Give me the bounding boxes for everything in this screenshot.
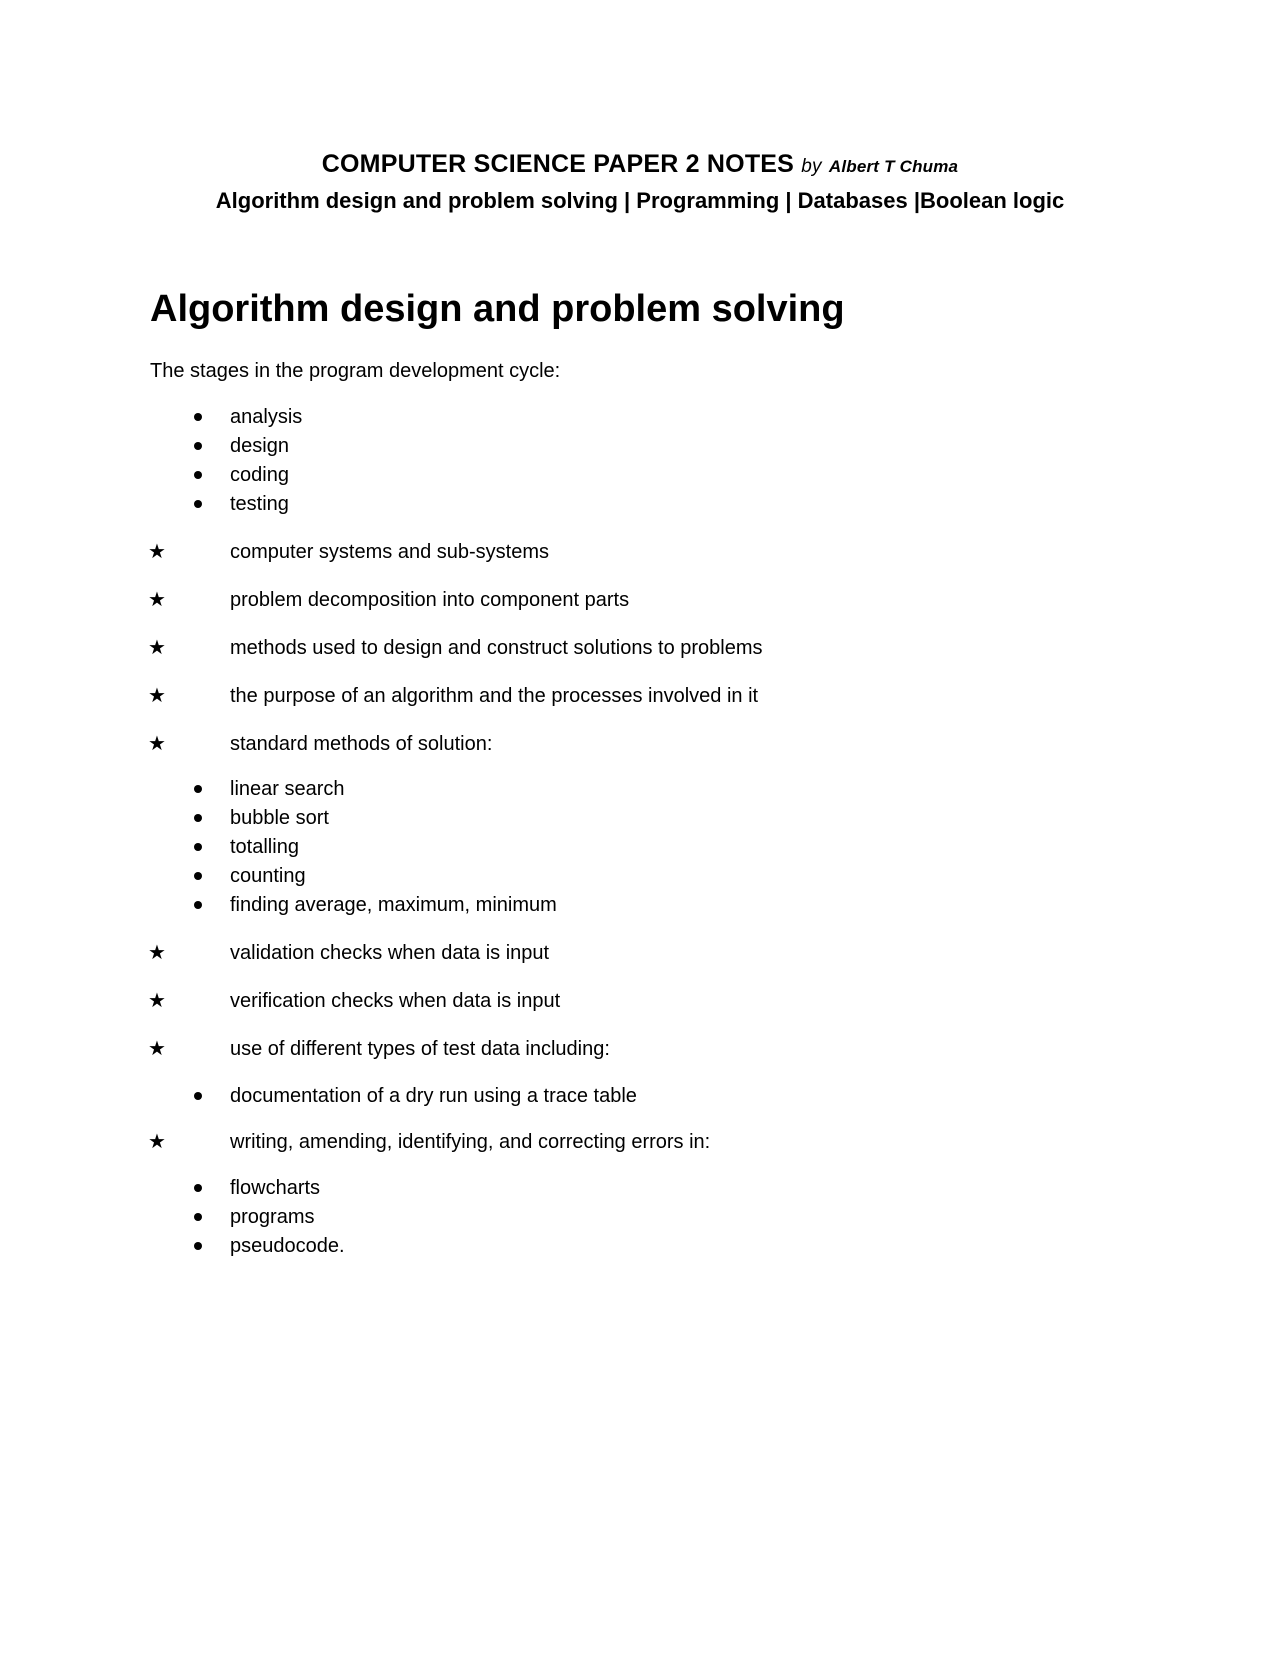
- bullet-dot-icon: [194, 471, 202, 479]
- list-item-text: totalling: [230, 836, 299, 858]
- author-name: Albert T Chuma: [828, 157, 959, 176]
- bullet-dot-icon: [194, 413, 202, 421]
- topic-text: problem decomposition into component parts: [230, 589, 630, 611]
- bullet-dot-icon: [194, 442, 202, 450]
- list-item-text: documentation of a dry run using a trace table: [230, 1085, 637, 1107]
- list-item-text: finding average, maximum, minimum: [230, 894, 557, 916]
- star-bullet-icon: ★: [148, 637, 166, 659]
- topic-text: the purpose of an algorithm and the processes involved in it: [230, 685, 759, 707]
- list-item-text: flowcharts: [230, 1177, 321, 1199]
- list-item-text: design: [230, 435, 289, 457]
- bullet-dot-icon: [194, 1242, 202, 1250]
- topic-text: verification checks when data is input: [230, 990, 561, 1012]
- section-heading: Algorithm design and problem solving: [150, 288, 845, 330]
- topic-text: validation checks when data is input: [230, 942, 550, 964]
- document-title: [0, 150, 1280, 179]
- bullet-dot-icon: [194, 901, 202, 909]
- bullet-dot-icon: [194, 785, 202, 793]
- topic-text: writing, amending, identifying, and correcting errors in:: [230, 1131, 711, 1153]
- list-item-text: linear search: [230, 778, 345, 800]
- star-bullet-icon: ★: [148, 589, 166, 611]
- bullet-dot-icon: [194, 872, 202, 880]
- star-bullet-icon: ★: [148, 942, 166, 964]
- list-item-text: counting: [230, 865, 306, 887]
- topic-text: standard methods of solution:: [230, 733, 493, 755]
- star-bullet-icon: ★: [148, 685, 166, 707]
- topic-text: computer systems and sub-systems: [230, 541, 549, 563]
- bullet-dot-icon: [194, 1213, 202, 1221]
- bullet-dot-icon: [194, 500, 202, 508]
- by-text: by: [801, 156, 822, 177]
- star-bullet-icon: ★: [148, 733, 166, 755]
- list-item-text: testing: [230, 493, 289, 515]
- topic-text: methods used to design and construct solutions to problems: [230, 637, 763, 659]
- document-subtitle: Algorithm design and problem solving | Programming | Databases |Boolean logic: [215, 188, 1065, 213]
- star-bullet-icon: ★: [148, 990, 166, 1012]
- list-item-text: analysis: [230, 406, 303, 428]
- bullet-dot-icon: [194, 1184, 202, 1192]
- star-bullet-icon: ★: [148, 1038, 166, 1060]
- list-item-text: coding: [230, 464, 289, 486]
- bullet-dot-icon: [194, 1092, 202, 1100]
- bullet-dot-icon: [194, 814, 202, 822]
- star-bullet-icon: ★: [148, 541, 166, 563]
- bullet-dot-icon: [194, 843, 202, 851]
- list-item-text: bubble sort: [230, 807, 329, 829]
- list-item-text: pseudocode.: [230, 1235, 345, 1257]
- intro-text: The stages in the program development cycle:: [150, 360, 561, 382]
- topic-text: use of different types of test data including:: [230, 1038, 610, 1060]
- title-text: COMPUTER SCIENCE PAPER 2 NOTES: [321, 150, 795, 178]
- list-item-text: programs: [230, 1206, 315, 1228]
- star-bullet-icon: ★: [148, 1131, 166, 1153]
